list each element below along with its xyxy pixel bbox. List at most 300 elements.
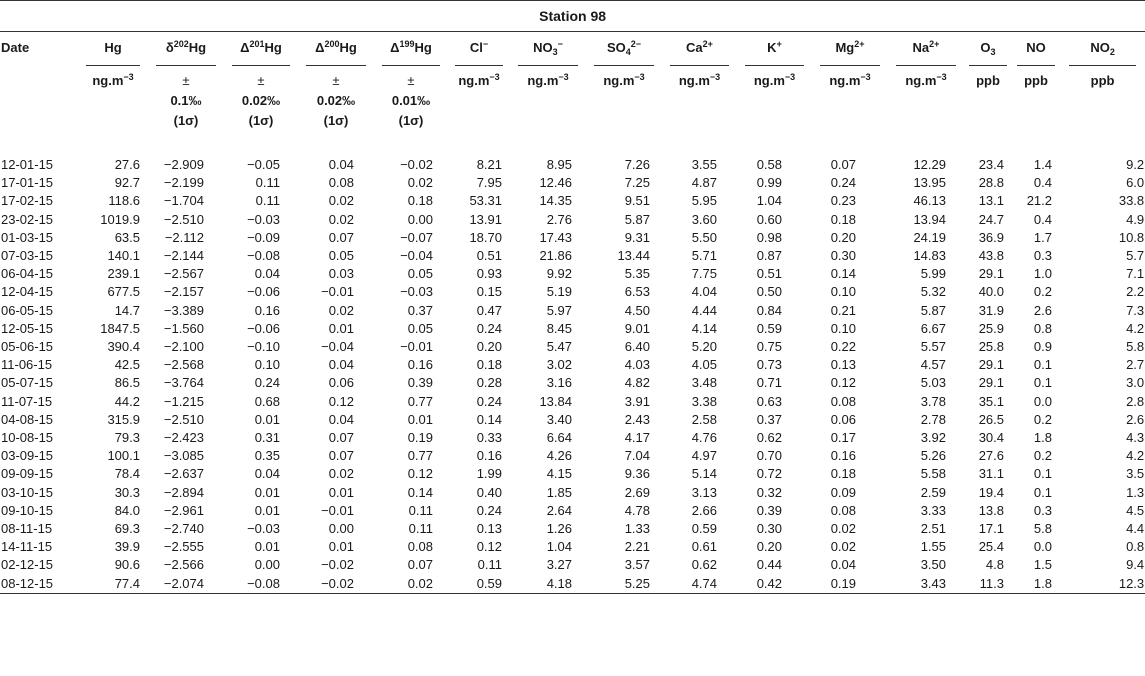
cell-d201: 0.01 [254, 484, 280, 500]
cell-mg: 0.07 [830, 157, 856, 172]
cell-no: 1.8 [1033, 575, 1052, 591]
cell-d200: 0.02 [328, 302, 354, 318]
table-row [0, 411, 1145, 429]
cell-d199: −0.03 [400, 284, 433, 300]
cell-so4: 5.25 [624, 575, 650, 591]
unit-text: ppb [976, 73, 1000, 88]
col-header-cl [448, 32, 510, 67]
cell-cl: 8.21 [476, 157, 502, 172]
unit-text: $ng.m^{-3}$ [458, 72, 500, 88]
cell-d201: 0.01 [254, 502, 280, 518]
cell-so4: 4.78 [624, 502, 650, 518]
cell-hg: 69.3 [114, 521, 140, 537]
cell-hg: 14.7 [114, 302, 140, 318]
cell-d199: −0.02 [400, 157, 433, 172]
cell-cl: 7.95 [476, 175, 502, 191]
cell-hg: 79.3 [114, 430, 140, 446]
cell-so4: 7.26 [624, 157, 650, 172]
cell-d201: 0.16 [254, 302, 280, 318]
cell-o3: 17.1 [978, 521, 1004, 537]
unit-text: $ng.m^{-3}$ [905, 72, 947, 88]
cell-no: 0.8 [1033, 320, 1052, 336]
cell-d202: −3.085 [163, 448, 204, 464]
cell-date: 07-03-15 [1, 248, 54, 264]
cell-no3: 12.46 [539, 175, 572, 191]
plus-minus: ± [257, 73, 265, 88]
col-header-o3 [964, 32, 1012, 67]
cell-d199: 0.37 [407, 302, 433, 318]
cell-no3: 3.16 [546, 375, 572, 391]
cell-ca: 4.97 [691, 448, 717, 464]
cell-d201: 0.11 [255, 193, 280, 209]
cell-date: 03-10-15 [1, 484, 54, 500]
cell-no: 0.3 [1033, 502, 1052, 518]
cell-cl: 0.24 [476, 502, 502, 518]
cell-na: 1.55 [920, 539, 946, 555]
cell-o3: 29.1 [978, 266, 1004, 282]
cell-date: 11-07-15 [1, 393, 53, 409]
cell-cl: 0.59 [476, 575, 502, 591]
cell-d202: −2.157 [163, 284, 204, 300]
cell-d200: −0.02 [321, 575, 354, 591]
col-header-d199 [374, 32, 448, 67]
cell-mg: 0.02 [830, 521, 856, 537]
cell-no3: 4.18 [546, 575, 572, 591]
col-header-date [0, 32, 78, 67]
cell-na: 3.43 [920, 575, 946, 591]
cell-o3: 43.8 [978, 248, 1004, 264]
cell-date: 08-12-15 [1, 575, 54, 591]
cell-k: 0.73 [756, 357, 782, 373]
cell-d201: 0.31 [254, 430, 280, 446]
col-name: $O_3$ [969, 34, 1006, 66]
cell-na: 5.87 [920, 302, 946, 318]
cell-d200: 0.01 [328, 484, 354, 500]
cell-no3: 5.19 [546, 284, 572, 300]
table-row [0, 338, 1145, 356]
cell-d199: −0.07 [400, 229, 433, 245]
cell-k: 0.42 [756, 575, 782, 591]
cell-ca: 4.14 [691, 320, 717, 336]
cell-o3: 19.4 [978, 484, 1004, 500]
cell-cl: 0.28 [476, 375, 502, 391]
cell-d201: −0.06 [247, 320, 280, 336]
cell-d200: 0.07 [328, 430, 354, 446]
cell-k: 0.84 [756, 302, 782, 318]
cell-d202: −2.510 [163, 411, 204, 427]
cell-d202: −2.894 [163, 484, 204, 500]
cell-mg: 0.06 [830, 411, 856, 427]
cell-o3: 30.4 [978, 430, 1004, 446]
cell-no2: 6.0 [1126, 175, 1145, 191]
cell-hg: 239.1 [107, 266, 140, 282]
table-row [0, 229, 1145, 247]
col-unit-k [737, 66, 812, 156]
cell-k: 0.50 [756, 284, 782, 300]
cell-no: 1.4 [1033, 157, 1052, 172]
cell-d202: −2.199 [163, 175, 204, 191]
col-header-mg [812, 32, 888, 67]
cell-no: 0.4 [1033, 175, 1052, 191]
cell-d201: 0.04 [254, 466, 280, 482]
cell-o3: 26.5 [978, 411, 1004, 427]
table-row [0, 247, 1145, 265]
unit-sigma: (1σ) [323, 113, 349, 128]
cell-ca: 3.48 [691, 375, 717, 391]
cell-mg: 0.19 [830, 575, 856, 591]
plus-minus: ± [182, 73, 190, 88]
cell-mg: 0.21 [830, 302, 856, 318]
cell-ca: 0.62 [691, 557, 717, 573]
cell-date: 03-09-15 [1, 448, 54, 464]
cell-mg: 0.02 [830, 539, 856, 555]
cell-no: 0.1 [1033, 484, 1052, 500]
cell-d202: −2.961 [163, 502, 204, 518]
col-name: $\delta^{202}Hg$ [156, 34, 215, 66]
cell-k: 0.59 [756, 320, 782, 336]
cell-na: 13.94 [913, 211, 946, 227]
cell-d200: 0.02 [328, 466, 354, 482]
cell-d200: −0.02 [321, 557, 354, 573]
cell-no2: 1.3 [1126, 484, 1145, 500]
cell-no: 0.1 [1033, 375, 1052, 391]
cell-date: 01-03-15 [1, 229, 54, 245]
cell-so4: 13.44 [617, 248, 650, 264]
table-row [0, 556, 1145, 574]
cell-na: 14.83 [913, 248, 946, 264]
cell-so4: 7.04 [624, 448, 650, 464]
unit-text: ppb [1024, 73, 1048, 88]
cell-ca: 0.59 [691, 521, 717, 537]
cell-o3: 40.0 [978, 284, 1004, 300]
cell-d200: −0.04 [321, 339, 354, 355]
cell-o3: 25.8 [978, 339, 1004, 355]
cell-no: 0.3 [1033, 248, 1052, 264]
cell-ca: 5.14 [691, 466, 717, 482]
cell-hg: 86.5 [114, 375, 140, 391]
cell-o3: 29.1 [978, 357, 1004, 373]
cell-date: 05-07-15 [1, 375, 54, 391]
cell-o3: 29.1 [978, 375, 1004, 391]
cell-na: 5.26 [920, 448, 946, 464]
cell-so4: 4.82 [624, 375, 650, 391]
cell-no: 0.0 [1033, 539, 1052, 555]
cell-k: 0.39 [756, 502, 782, 518]
table-row [0, 356, 1145, 374]
cell-ca: 2.58 [691, 411, 717, 427]
cell-mg: 0.24 [830, 175, 856, 191]
cell-no2: 33.8 [1118, 193, 1145, 209]
cell-no2: 2.8 [1126, 393, 1145, 409]
cell-no3: 1.04 [546, 539, 572, 555]
cell-date: 12-01-15 [1, 157, 54, 172]
cell-date: 12-04-15 [1, 284, 54, 300]
cell-no3: 17.43 [539, 229, 572, 245]
cell-hg: 92.7 [114, 175, 140, 191]
cell-d202: −2.144 [163, 248, 204, 264]
cell-d201: −0.09 [247, 229, 280, 245]
unit-text: ppb [1090, 73, 1115, 88]
cell-hg: 63.5 [114, 229, 140, 245]
cell-so4: 9.01 [624, 320, 650, 336]
unit-text: $ng.m^{-3}$ [603, 72, 645, 88]
cell-no3: 8.45 [546, 320, 572, 336]
cell-na: 12.29 [913, 157, 946, 172]
col-name: $Mg^{2+}$ [820, 34, 879, 66]
table-row [0, 174, 1145, 192]
cell-na: 5.58 [920, 466, 946, 482]
col-unit-o3 [964, 66, 1012, 156]
cell-no3: 13.84 [539, 393, 572, 409]
cell-d201: −0.08 [247, 248, 280, 264]
cell-d200: 0.08 [328, 175, 354, 191]
cell-mg: 0.14 [830, 266, 856, 282]
table-row [0, 320, 1145, 338]
cell-cl: 0.24 [476, 320, 502, 336]
cell-cl: 18.70 [469, 229, 502, 245]
cell-hg: 77.4 [114, 575, 140, 591]
cell-no3: 21.86 [539, 248, 572, 264]
col-header-na [888, 32, 964, 67]
cell-k: 0.71 [756, 375, 782, 391]
cell-date: 04-08-15 [1, 411, 54, 427]
table-row [0, 156, 1145, 174]
cell-d202: −2.909 [163, 157, 204, 172]
unit-sigma: (1σ) [398, 113, 424, 128]
cell-d199: 0.05 [407, 266, 433, 282]
cell-d199: 0.39 [407, 375, 433, 391]
cell-d200: 0.04 [328, 357, 354, 373]
cell-no2: 10.8 [1118, 229, 1145, 245]
cell-d201: 0.01 [254, 539, 280, 555]
cell-o3: 35.1 [978, 393, 1004, 409]
cell-date: 17-02-15 [1, 193, 54, 209]
cell-no3: 2.76 [546, 211, 572, 227]
col-name: Hg [86, 34, 141, 66]
cell-na: 2.51 [920, 521, 946, 537]
cell-k: 0.37 [756, 411, 782, 427]
cell-mg: 0.22 [830, 339, 856, 355]
cell-ca: 4.04 [691, 284, 717, 300]
cell-ca: 4.05 [691, 357, 717, 373]
col-unit-d201 [224, 66, 298, 156]
cell-cl: 0.93 [476, 266, 502, 282]
cell-date: 10-08-15 [1, 430, 54, 446]
col-name: $NO_3^-$ [518, 34, 577, 66]
plus-minus: ± [332, 73, 340, 88]
cell-d201: 0.00 [254, 557, 280, 573]
cell-so4: 4.50 [624, 302, 650, 318]
cell-no3: 6.64 [546, 430, 572, 446]
cell-ca: 3.55 [691, 157, 717, 172]
table-body [0, 156, 1145, 593]
plus-minus: ± [407, 73, 415, 88]
cell-d199: 0.77 [407, 393, 433, 409]
cell-no: 1.8 [1033, 430, 1052, 446]
cell-na: 13.95 [913, 175, 946, 191]
col-unit-mg [812, 66, 888, 156]
cell-no2: 4.2 [1126, 448, 1145, 464]
col-unit-na [888, 66, 964, 156]
cell-no2: 3.0 [1126, 375, 1145, 391]
cell-d201: 0.01 [254, 411, 280, 427]
cell-so4: 2.69 [624, 484, 650, 500]
cell-d202: −2.555 [163, 539, 204, 555]
cell-date: 09-09-15 [1, 466, 54, 482]
cell-d199: 0.16 [407, 357, 433, 373]
cell-d200: 0.00 [328, 521, 354, 537]
cell-date: 06-05-15 [1, 302, 54, 318]
cell-ca: 4.74 [691, 575, 717, 591]
cell-hg: 90.6 [114, 557, 140, 573]
unit-text: $ng.m^{-3}$ [753, 72, 796, 88]
cell-no: 1.0 [1033, 266, 1052, 282]
col-unit-cl [448, 66, 510, 156]
col-unit-d202 [148, 66, 224, 156]
cell-mg: 0.20 [830, 229, 856, 245]
cell-na: 2.59 [920, 484, 946, 500]
cell-o3: 31.9 [978, 302, 1004, 318]
cell-so4: 9.31 [624, 229, 650, 245]
cell-no2: 4.2 [1126, 320, 1145, 336]
cell-date: 09-10-15 [1, 502, 54, 518]
cell-no2: 2.7 [1126, 357, 1145, 373]
col-name: Date [1, 40, 30, 55]
unit-sigma: (1σ) [248, 113, 274, 128]
cell-o3: 25.9 [978, 320, 1004, 336]
cell-cl: 0.13 [476, 521, 502, 537]
cell-no: 2.6 [1033, 302, 1052, 318]
cell-no: 0.4 [1033, 211, 1052, 227]
col-header-hg [78, 32, 148, 67]
cell-k: 0.75 [756, 339, 782, 355]
table-row [0, 465, 1145, 483]
col-name: $\Delta^{201}Hg$ [232, 34, 290, 66]
cell-na: 46.13 [913, 193, 946, 209]
cell-cl: 0.14 [476, 411, 502, 427]
cell-hg: 30.3 [114, 484, 140, 500]
cell-na: 24.19 [913, 229, 946, 245]
cell-na: 5.57 [920, 339, 946, 355]
unit-text: 0.02‰ [241, 93, 281, 108]
cell-cl: 0.33 [476, 430, 502, 446]
col-unit-date [0, 66, 78, 156]
table-row [0, 520, 1145, 538]
cell-date: 17-01-15 [1, 175, 54, 191]
cell-hg: 677.5 [107, 284, 140, 300]
cell-mg: 0.12 [830, 375, 856, 391]
col-unit-no2 [1060, 66, 1145, 156]
cell-no: 1.5 [1033, 557, 1052, 573]
cell-no: 1.7 [1033, 229, 1052, 245]
cell-ca: 3.38 [691, 393, 717, 409]
col-header-ca [662, 32, 737, 67]
table-row [0, 265, 1145, 283]
cell-o3: 31.1 [978, 466, 1004, 482]
cell-no2: 0.8 [1126, 539, 1145, 555]
col-header-no [1012, 32, 1060, 67]
cell-cl: 0.24 [476, 393, 502, 409]
cell-no3: 4.26 [546, 448, 572, 464]
cell-cl: 0.40 [476, 484, 502, 500]
cell-cl: 0.18 [476, 357, 502, 373]
col-name: NO [1017, 34, 1054, 66]
cell-d200: −0.01 [321, 502, 354, 518]
col-unit-d200 [298, 66, 374, 156]
table-row [0, 484, 1145, 502]
col-name: $SO_4^{2-}$ [594, 34, 653, 66]
table-row [0, 575, 1145, 594]
table-title: Station 98 [0, 1, 1145, 32]
cell-o3: 28.8 [978, 175, 1004, 191]
cell-hg: 1847.5 [100, 320, 140, 336]
cell-hg: 100.1 [107, 448, 140, 464]
cell-hg: 27.6 [114, 157, 140, 172]
cell-so4: 9.51 [624, 193, 650, 209]
cell-d200: 0.01 [328, 320, 354, 336]
unit-text: $ng.m^{-3}$ [678, 72, 721, 88]
cell-ca: 3.60 [691, 211, 717, 227]
cell-d200: 0.01 [328, 539, 354, 555]
cell-cl: 13.91 [469, 211, 502, 227]
cell-cl: 0.15 [476, 284, 502, 300]
cell-cl: 0.12 [476, 539, 502, 555]
cell-d199: 0.08 [407, 539, 433, 555]
cell-d199: 0.12 [407, 466, 433, 482]
cell-ca: 3.13 [691, 484, 717, 500]
cell-d202: −3.389 [163, 302, 204, 318]
cell-d202: −2.074 [163, 575, 204, 591]
col-header-k [737, 32, 812, 67]
cell-no: 21.2 [1026, 193, 1052, 209]
cell-o3: 25.4 [978, 539, 1004, 555]
unit-text: 0.01‰ [391, 93, 431, 108]
unit-text: $ng.m^{-3}$ [527, 72, 569, 88]
table-row [0, 429, 1145, 447]
cell-so4: 9.36 [624, 466, 650, 482]
cell-d200: 0.06 [328, 375, 354, 391]
cell-hg: 390.4 [107, 339, 140, 355]
cell-no: 0.1 [1033, 466, 1052, 482]
table-row [0, 302, 1145, 320]
cell-d202: −2.567 [163, 266, 204, 282]
table-row [0, 211, 1145, 229]
table-row [0, 393, 1145, 411]
cell-no: 0.2 [1033, 448, 1052, 464]
cell-date: 11-06-15 [1, 357, 53, 373]
cell-k: 0.60 [756, 211, 782, 227]
column-name-row [0, 32, 1145, 67]
cell-na: 5.03 [920, 375, 946, 391]
cell-mg: 0.18 [830, 466, 856, 482]
cell-d202: −2.740 [163, 521, 204, 537]
cell-ca: 5.95 [691, 193, 717, 209]
cell-hg: 39.9 [114, 539, 140, 555]
col-header-d200 [298, 32, 374, 67]
cell-no3: 2.64 [546, 502, 572, 518]
col-name: K+ [745, 34, 804, 66]
cell-ca: 4.44 [691, 302, 717, 318]
unit-text: 0.02‰ [316, 93, 356, 108]
cell-mg: 0.10 [830, 320, 856, 336]
cell-d199: 0.02 [407, 575, 433, 591]
cell-d201: 0.35 [254, 448, 280, 464]
cell-so4: 1.33 [624, 521, 650, 537]
cell-o3: 4.8 [985, 557, 1004, 573]
cell-no2: 9.4 [1126, 557, 1145, 573]
unit-text: $ng.m^{-3}$ [92, 72, 134, 88]
cell-so4: 6.40 [624, 339, 650, 355]
